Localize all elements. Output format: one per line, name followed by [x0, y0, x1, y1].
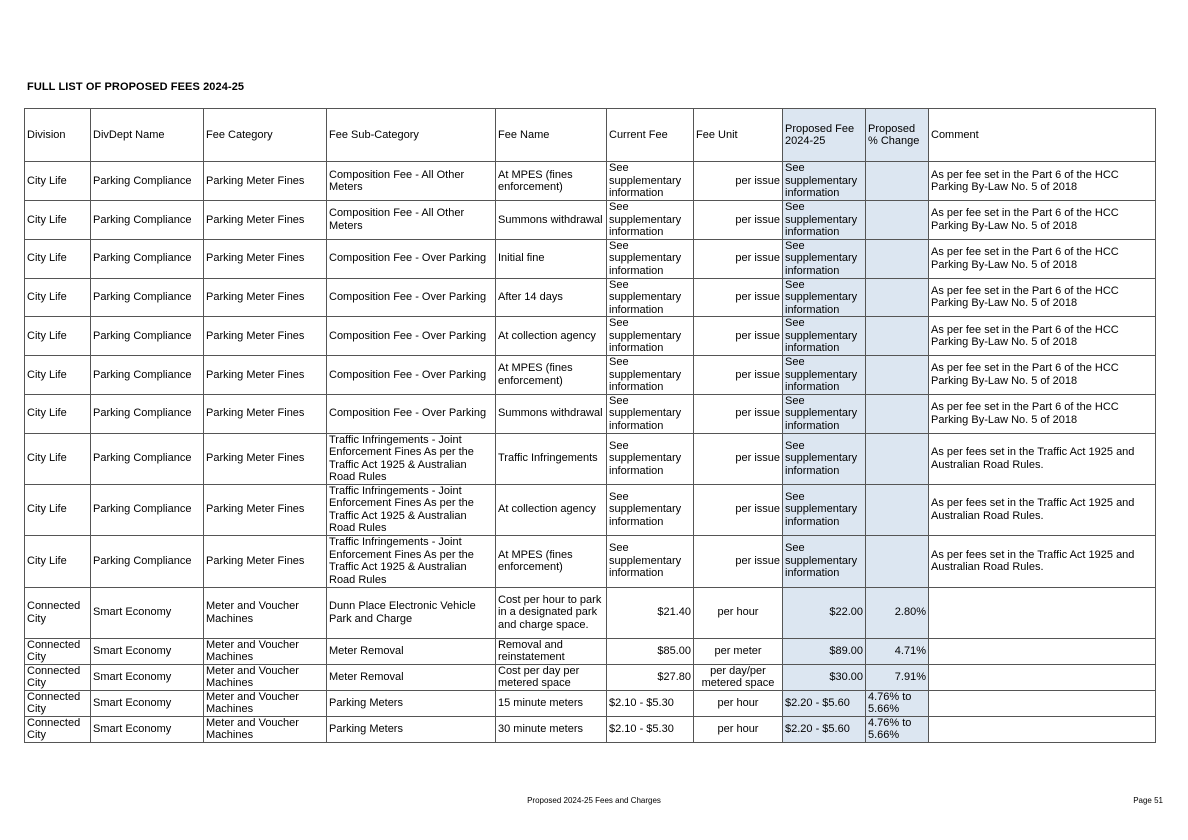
cell-fee-name: 15 minute meters	[496, 690, 607, 716]
cell-divdept-name: Parking Compliance	[91, 433, 204, 484]
cell-fee-unit: per hour	[694, 587, 783, 638]
cell-fee-category: Parking Meter Fines	[204, 201, 327, 240]
table-row	[25, 484, 1156, 535]
cell-fee-category: Parking Meter Fines	[204, 433, 327, 484]
cell-fee-unit: per issue	[694, 239, 783, 278]
cell-fee-unit: per hour	[694, 716, 783, 742]
cell-proposed-change	[866, 278, 929, 317]
cell-fee-name: Traffic Infringements	[496, 433, 607, 484]
cell-fee-sub-category: Composition Fee - All Other Meters	[327, 162, 496, 201]
cell-comment: As per fee set in the Part 6 of the HCC Parking By-Law No. 5 of 2018	[929, 239, 1156, 278]
cell-fee-sub-category: Composition Fee - All Other Meters	[327, 201, 496, 240]
cell-comment	[929, 716, 1156, 742]
cell-proposed-fee: $22.00	[783, 587, 866, 638]
cell-divdept-name: Parking Compliance	[91, 278, 204, 317]
cell-fee-category: Parking Meter Fines	[204, 317, 327, 356]
cell-proposed-fee: $89.00	[783, 638, 866, 664]
header-current-fee: Current Fee	[607, 109, 694, 162]
cell-fee-name: At MPES (fines enforcement)	[496, 162, 607, 201]
cell-comment: As per fees set in the Traffic Act 1925 and Australian Road Rules.	[929, 484, 1156, 535]
cell-comment: As per fee set in the Part 6 of the HCC Parking By-Law No. 5 of 2018	[929, 278, 1156, 317]
cell-fee-sub-category: Composition Fee - Over Parking	[327, 239, 496, 278]
cell-fee-category: Meter and Voucher Machines	[204, 716, 327, 742]
cell-fee-category: Meter and Voucher Machines	[204, 664, 327, 690]
cell-current-fee: See supplementary information	[607, 278, 694, 317]
cell-current-fee: See supplementary information	[607, 356, 694, 395]
cell-fee-sub-category: Dunn Place Electronic Vehicle Park and Charge	[327, 587, 496, 638]
table-row	[25, 201, 1156, 240]
cell-fee-sub-category: Composition Fee - Over Parking	[327, 278, 496, 317]
cell-fee-name: At collection agency	[496, 484, 607, 535]
header-comment: Comment	[929, 109, 1156, 162]
cell-fee-unit: per issue	[694, 317, 783, 356]
table-row	[25, 394, 1156, 433]
cell-fee-name: Initial fine	[496, 239, 607, 278]
cell-proposed-change	[866, 394, 929, 433]
table-row	[25, 433, 1156, 484]
cell-division: City Life	[25, 356, 91, 395]
table-row	[25, 664, 1156, 690]
cell-fee-name: Summons withdrawal	[496, 394, 607, 433]
cell-division: Connected City	[25, 638, 91, 664]
cell-proposed-change: 2.80%	[866, 587, 929, 638]
cell-comment	[929, 664, 1156, 690]
table-row	[25, 317, 1156, 356]
cell-divdept-name: Smart Economy	[91, 587, 204, 638]
table-row	[25, 278, 1156, 317]
cell-division: Connected City	[25, 690, 91, 716]
cell-fee-unit: per issue	[694, 394, 783, 433]
cell-divdept-name: Parking Compliance	[91, 394, 204, 433]
cell-fee-unit: per meter	[694, 638, 783, 664]
cell-division: Connected City	[25, 716, 91, 742]
cell-fee-category: Parking Meter Fines	[204, 535, 327, 587]
table-row	[25, 356, 1156, 395]
header-divdept-name: DivDept Name	[91, 109, 204, 162]
cell-proposed-fee: See supplementary information	[783, 317, 866, 356]
cell-comment: As per fee set in the Part 6 of the HCC Parking By-Law No. 5 of 2018	[929, 317, 1156, 356]
cell-proposed-change	[866, 484, 929, 535]
cell-fee-category: Meter and Voucher Machines	[204, 587, 327, 638]
cell-current-fee: See supplementary information	[607, 535, 694, 587]
cell-fee-sub-category: Composition Fee - Over Parking	[327, 356, 496, 395]
header-division: Division	[25, 109, 91, 162]
cell-comment: As per fee set in the Part 6 of the HCC Parking By-Law No. 5 of 2018	[929, 162, 1156, 201]
cell-fee-category: Parking Meter Fines	[204, 162, 327, 201]
cell-fee-sub-category: Traffic Infringements - Joint Enforcement Fines As per the Traffic Act 1925 & Australian Road Rules	[327, 535, 496, 587]
cell-comment	[929, 690, 1156, 716]
cell-fee-name: At MPES (fines enforcement)	[496, 356, 607, 395]
cell-proposed-change: 4.71%	[866, 638, 929, 664]
table-row	[25, 690, 1156, 716]
cell-current-fee: See supplementary information	[607, 433, 694, 484]
cell-proposed-change: 4.76% to 5.66%	[866, 716, 929, 742]
cell-fee-sub-category: Parking Meters	[327, 690, 496, 716]
cell-proposed-change: 4.76% to 5.66%	[866, 690, 929, 716]
cell-division: City Life	[25, 201, 91, 240]
cell-comment: As per fees set in the Traffic Act 1925 and Australian Road Rules.	[929, 433, 1156, 484]
cell-divdept-name: Smart Economy	[91, 638, 204, 664]
cell-proposed-fee: See supplementary information	[783, 433, 866, 484]
cell-fee-category: Parking Meter Fines	[204, 484, 327, 535]
cell-fee-name: After 14 days	[496, 278, 607, 317]
cell-fee-category: Meter and Voucher Machines	[204, 638, 327, 664]
cell-proposed-fee: $2.20 - $5.60	[783, 716, 866, 742]
cell-divdept-name: Parking Compliance	[91, 535, 204, 587]
cell-division: Connected City	[25, 587, 91, 638]
cell-fee-category: Parking Meter Fines	[204, 394, 327, 433]
cell-fee-unit: per issue	[694, 484, 783, 535]
cell-divdept-name: Smart Economy	[91, 664, 204, 690]
cell-fee-sub-category: Traffic Infringements - Joint Enforcement Fines As per the Traffic Act 1925 & Australian Road Rules	[327, 433, 496, 484]
cell-comment	[929, 587, 1156, 638]
cell-fee-unit: per issue	[694, 433, 783, 484]
cell-current-fee: $21.40	[607, 587, 694, 638]
cell-fee-unit: per issue	[694, 356, 783, 395]
cell-proposed-fee: See supplementary information	[783, 239, 866, 278]
cell-proposed-change	[866, 317, 929, 356]
cell-fee-sub-category: Composition Fee - Over Parking	[327, 394, 496, 433]
cell-divdept-name: Smart Economy	[91, 690, 204, 716]
cell-current-fee: $85.00	[607, 638, 694, 664]
cell-current-fee: See supplementary information	[607, 162, 694, 201]
cell-fee-sub-category: Meter Removal	[327, 664, 496, 690]
cell-fee-name: Cost per day per metered space	[496, 664, 607, 690]
fees-table	[24, 108, 1156, 743]
cell-proposed-fee: See supplementary information	[783, 356, 866, 395]
cell-proposed-change	[866, 535, 929, 587]
header-fee-unit: Fee Unit	[694, 109, 783, 162]
cell-proposed-fee: See supplementary information	[783, 201, 866, 240]
table-row	[25, 239, 1156, 278]
cell-proposed-fee: See supplementary information	[783, 162, 866, 201]
cell-comment: As per fee set in the Part 6 of the HCC Parking By-Law No. 5 of 2018	[929, 201, 1156, 240]
cell-fee-sub-category: Parking Meters	[327, 716, 496, 742]
cell-current-fee: See supplementary information	[607, 239, 694, 278]
cell-proposed-change	[866, 433, 929, 484]
cell-divdept-name: Parking Compliance	[91, 317, 204, 356]
cell-fee-sub-category: Composition Fee - Over Parking	[327, 317, 496, 356]
cell-fee-unit: per issue	[694, 162, 783, 201]
cell-proposed-fee: See supplementary information	[783, 278, 866, 317]
header-proposed-change: Proposed % Change	[866, 109, 929, 162]
cell-division: Connected City	[25, 664, 91, 690]
cell-divdept-name: Parking Compliance	[91, 484, 204, 535]
cell-divdept-name: Parking Compliance	[91, 162, 204, 201]
cell-division: City Life	[25, 317, 91, 356]
cell-current-fee: $2.10 - $5.30	[607, 716, 694, 742]
cell-division: City Life	[25, 484, 91, 535]
cell-division: City Life	[25, 239, 91, 278]
cell-divdept-name: Smart Economy	[91, 716, 204, 742]
cell-current-fee: See supplementary information	[607, 394, 694, 433]
cell-fee-unit: per issue	[694, 535, 783, 587]
cell-current-fee: $27.80	[607, 664, 694, 690]
footer-page-number: Page 51	[1133, 796, 1163, 805]
cell-division: City Life	[25, 278, 91, 317]
cell-comment: As per fee set in the Part 6 of the HCC Parking By-Law No. 5 of 2018	[929, 356, 1156, 395]
cell-fee-name: Summons withdrawal	[496, 201, 607, 240]
cell-division: City Life	[25, 433, 91, 484]
table-row	[25, 587, 1156, 638]
cell-division: City Life	[25, 535, 91, 587]
header-proposed-fee: Proposed Fee 2024-25	[783, 109, 866, 162]
cell-proposed-fee: See supplementary information	[783, 394, 866, 433]
cell-proposed-change	[866, 356, 929, 395]
table-header-row	[25, 109, 1156, 162]
cell-current-fee: See supplementary information	[607, 317, 694, 356]
cell-fee-name: At collection agency	[496, 317, 607, 356]
table-row	[25, 716, 1156, 742]
table-row	[25, 535, 1156, 587]
page-title: FULL LIST OF PROPOSED FEES 2024-25	[27, 81, 245, 93]
cell-current-fee: See supplementary information	[607, 201, 694, 240]
cell-proposed-fee: $30.00	[783, 664, 866, 690]
header-fee-name: Fee Name	[496, 109, 607, 162]
cell-proposed-fee: See supplementary information	[783, 535, 866, 587]
footer-document-title: Proposed 2024-25 Fees and Charges	[527, 796, 661, 805]
cell-fee-sub-category: Meter Removal	[327, 638, 496, 664]
cell-comment: As per fees set in the Traffic Act 1925 and Australian Road Rules.	[929, 535, 1156, 587]
table-row	[25, 638, 1156, 664]
cell-fee-category: Parking Meter Fines	[204, 356, 327, 395]
cell-fee-category: Parking Meter Fines	[204, 278, 327, 317]
cell-proposed-fee: $2.20 - $5.60	[783, 690, 866, 716]
cell-divdept-name: Parking Compliance	[91, 239, 204, 278]
cell-fee-name: Cost per hour to park in a designated park and charge space.	[496, 587, 607, 638]
cell-comment: As per fee set in the Part 6 of the HCC Parking By-Law No. 5 of 2018	[929, 394, 1156, 433]
cell-fee-unit: per hour	[694, 690, 783, 716]
cell-current-fee: $2.10 - $5.30	[607, 690, 694, 716]
table-row	[25, 162, 1156, 201]
cell-division: City Life	[25, 394, 91, 433]
cell-fee-sub-category: Traffic Infringements - Joint Enforcement Fines As per the Traffic Act 1925 & Australian Road Rules	[327, 484, 496, 535]
cell-fee-unit: per issue	[694, 201, 783, 240]
cell-fee-category: Meter and Voucher Machines	[204, 690, 327, 716]
cell-proposed-change: 7.91%	[866, 664, 929, 690]
cell-current-fee: See supplementary information	[607, 484, 694, 535]
header-fee-sub-category: Fee Sub-Category	[327, 109, 496, 162]
cell-divdept-name: Parking Compliance	[91, 356, 204, 395]
cell-divdept-name: Parking Compliance	[91, 201, 204, 240]
cell-proposed-change	[866, 239, 929, 278]
cell-fee-name: Removal and reinstatement	[496, 638, 607, 664]
cell-fee-name: 30 minute meters	[496, 716, 607, 742]
cell-comment	[929, 638, 1156, 664]
cell-division: City Life	[25, 162, 91, 201]
header-fee-category: Fee Category	[204, 109, 327, 162]
cell-fee-name: At MPES (fines enforcement)	[496, 535, 607, 587]
cell-proposed-fee: See supplementary information	[783, 484, 866, 535]
cell-fee-category: Parking Meter Fines	[204, 239, 327, 278]
cell-fee-unit: per issue	[694, 278, 783, 317]
cell-fee-unit: per day/per metered space	[694, 664, 783, 690]
cell-proposed-change	[866, 162, 929, 201]
cell-proposed-change	[866, 201, 929, 240]
